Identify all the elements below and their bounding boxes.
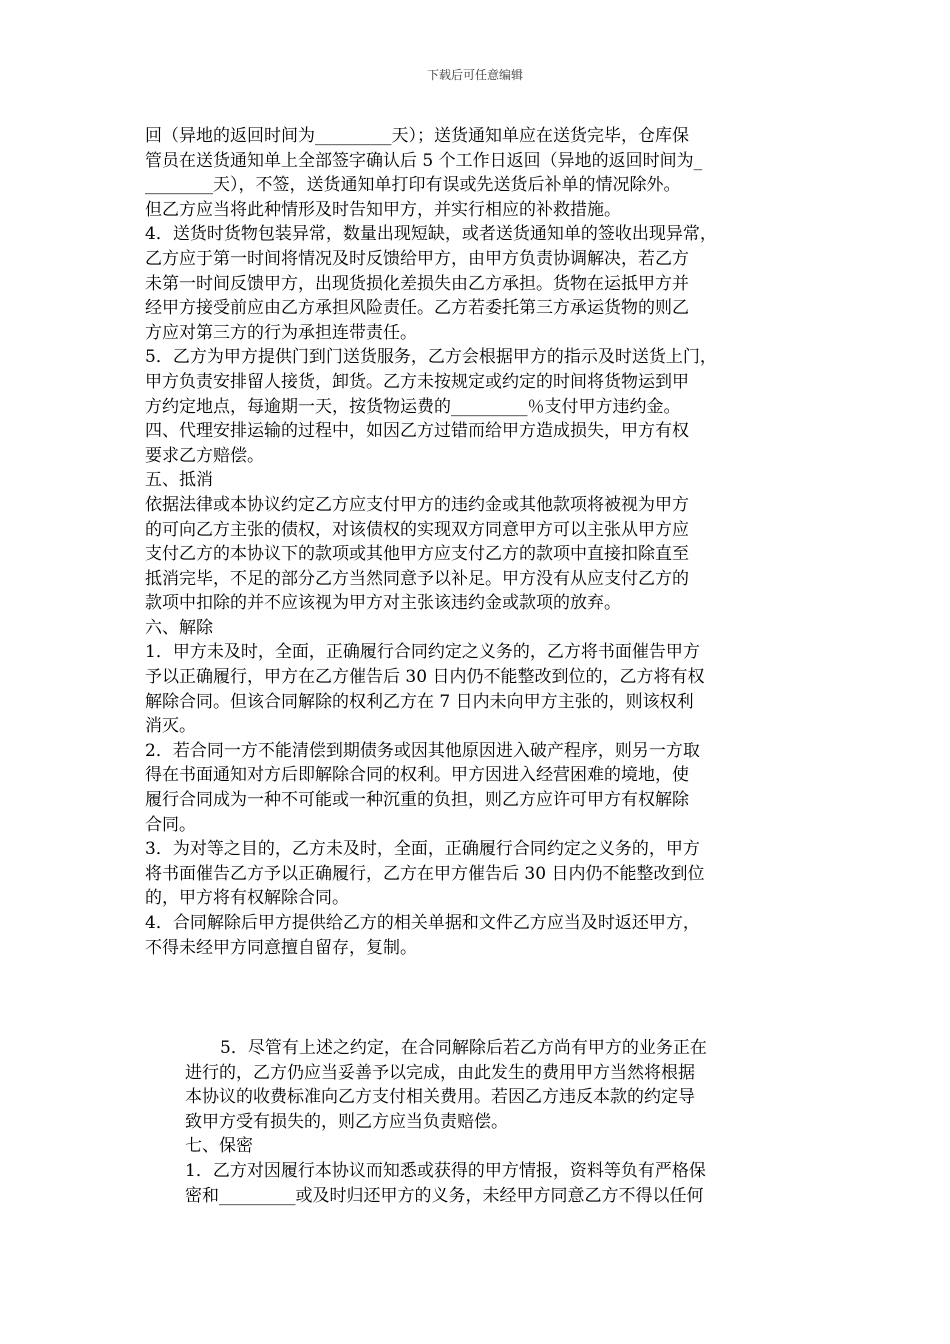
- text-line: 消灭。: [145, 716, 196, 737]
- text-line: 依据法律或本协议约定乙方应支付甲方的违约金或其他款项将被视为甲方: [145, 494, 689, 515]
- section-heading: 五、抵消: [145, 470, 213, 491]
- text-line: 四、代理安排运输的过程中，如因乙方过错而给甲方造成损失，甲方有权: [145, 421, 689, 442]
- text-line: 抵消完毕，不足的部分乙方当然同意予以补足。甲方没有从应支付乙方的: [145, 568, 689, 589]
- text-line: 3．为对等之目的，乙方未及时，全面，正确履行合同约定之义务的，甲方: [145, 839, 700, 860]
- text-line: 5．尽管有上述之约定，在合同解除后若乙方尚有甲方的业务正在: [220, 1038, 707, 1058]
- text-line: 经甲方接受前应由乙方承担风险责任。乙方若委托第三方承运货物的则乙: [145, 298, 689, 319]
- section-heading: 七、保密: [185, 1136, 253, 1157]
- text-line: 1．乙方对因履行本协议而知悉或获得的甲方情报，资料等负有严格保: [185, 1160, 706, 1181]
- text-line: 管员在送货通知单上全部签字确认后 5 个工作日返回（异地的返回时间为_: [145, 150, 703, 171]
- text-line: 4．合同解除后甲方提供给乙方的相关单据和文件乙方应当及时返还甲方，: [145, 913, 700, 933]
- page-header: 下载后可任意编辑: [426, 68, 523, 82]
- document-body: [145, 124, 717, 960]
- text-line: 的，甲方将有权解除合同。: [145, 888, 349, 909]
- text-line: 不得未经甲方同意擅自留存，复制。: [145, 937, 417, 958]
- text-line: 密和_________或及时归还甲方的义务，未经甲方同意乙方不得以任何: [185, 1185, 704, 1206]
- text-line: 4．送货时货物包装异常，数量出现短缺，或者送货通知单的签收出现异常，: [145, 224, 717, 245]
- text-line: 得在书面通知对方后即解除合同的权利。甲方因进入经营困难的境地，使: [145, 765, 689, 786]
- text-line: 的可向乙方主张的债权，对该债权的实现双方同意甲方可以主张从甲方应: [145, 519, 689, 540]
- text-line: 进行的，乙方仍应当妥善予以完成，由此发生的费用甲方当然将根据: [185, 1062, 695, 1083]
- text-line: 甲方负责安排留人接货，卸货。乙方未按规定或约定的时间将货物运到甲: [145, 371, 689, 392]
- text-line: 但乙方应当将此种情形及时告知甲方，并实行相应的补救措施。: [145, 199, 621, 220]
- text-line: 要求乙方赔偿。: [145, 445, 264, 466]
- text-line: 5．乙方为甲方提供门到门送货服务，乙方会根据甲方的指示及时送货上门，: [145, 347, 717, 368]
- document-body-continued: [185, 1036, 707, 1208]
- text-line: ________天），不签，送货通知单打印有误或先送货后补单的情况除外。: [145, 175, 681, 196]
- text-line: 方约定地点，每逾期一天，按货物运费的_________％支付甲方违约金。: [145, 396, 681, 417]
- text-line: 乙方应于第一时间将情况及时反馈给甲方，由甲方负责协调解决，若乙方: [145, 248, 689, 269]
- text-line: 方应对第三方的行为承担连带责任。: [145, 322, 417, 343]
- text-line: 将书面催告乙方予以正确履行，乙方在甲方催告后 30 日内仍不能整改到位: [145, 863, 705, 884]
- text-line: 本协议的收费标准向乙方支付相关费用。若因乙方违反本款的约定导: [185, 1087, 695, 1108]
- text-line: 予以正确履行，甲方在乙方催告后 30 日内仍不能整改到位的，乙方将有权: [145, 667, 705, 688]
- text-line: 致甲方受有损失的，则乙方应当负责赔偿。: [185, 1111, 508, 1132]
- text-line: 履行合同成为一种不可能或一种沉重的负担，则乙方应许可甲方有权解除: [145, 790, 689, 811]
- text-line: 款项中扣除的并不应该视为甲方对主张该违约金或款项的放弃。: [145, 593, 621, 614]
- text-line: 解除合同。但该合同解除的权利乙方在 7 日内未向甲方主张的，则该权利: [145, 691, 694, 712]
- text-line: 回（异地的返回时间为_________天）；送货通知单应在送货完毕，仓库保: [145, 126, 689, 146]
- text-line: 支付乙方的本协议下的款项或其他甲方应支付乙方的款项中直接扣除直至: [145, 544, 689, 565]
- text-line: 未第一时间反馈甲方，出现货损化差损失由乙方承担。货物在运抵甲方并: [145, 273, 689, 294]
- text-line: 2．若合同一方不能清偿到期债务或因其他原因进入破产程序，则另一方取: [145, 740, 700, 761]
- text-line: 合同。: [145, 814, 196, 835]
- section-heading: 六、解除: [145, 617, 213, 638]
- text-line: 1．甲方未及时，全面，正确履行合同约定之义务的，乙方将书面催告甲方: [145, 642, 700, 663]
